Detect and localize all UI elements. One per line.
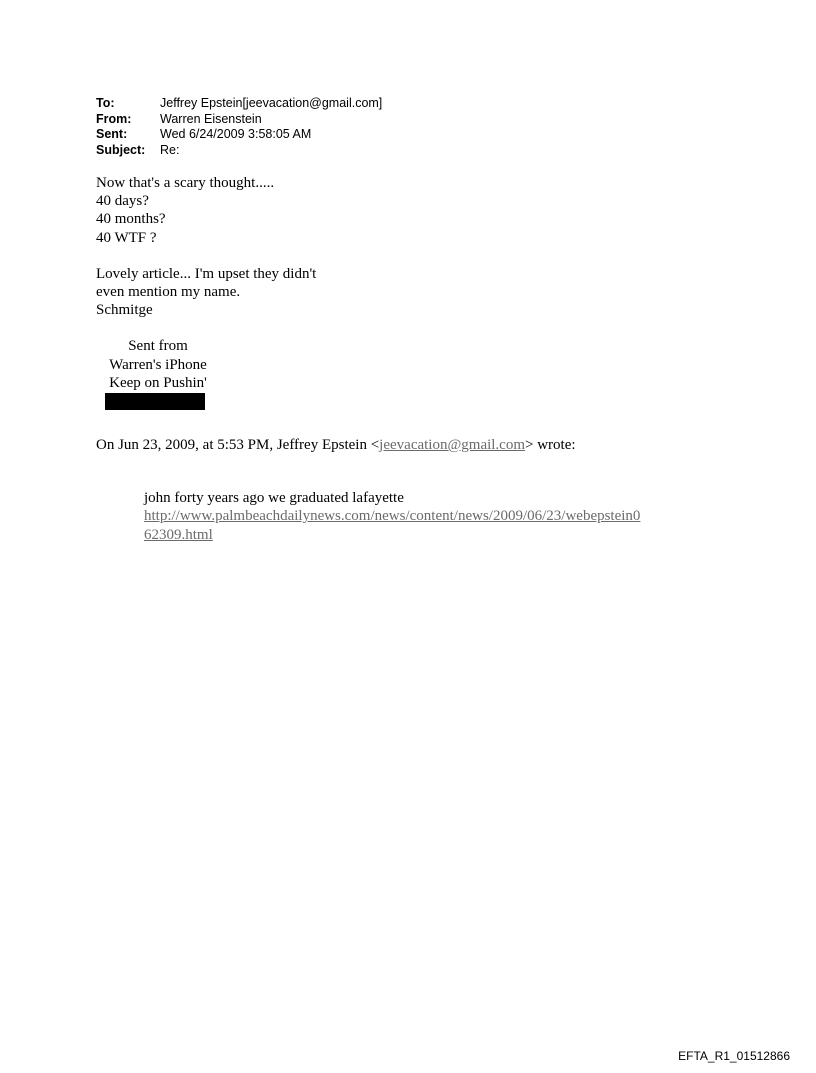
sent-row: [96, 127, 382, 143]
message-line: 40 days?: [96, 193, 149, 210]
subject-label: Subject:: [96, 142, 146, 157]
message-paragraph-2: [96, 265, 640, 320]
message-line: even mention my name.: [96, 284, 241, 301]
sent-label: Sent:: [96, 127, 128, 141]
quoted-text: john forty years ago we graduated lafayette: [144, 490, 404, 507]
to-value: Jeffrey Epstein[jeevacation@gmail.com]: [160, 96, 383, 110]
message-line: 40 WTF ?: [96, 229, 157, 246]
redaction-box: [105, 393, 205, 410]
signature-line: Keep on Pushin': [109, 374, 207, 391]
message-line: 40 months?: [96, 211, 166, 228]
from-value: Warren Eisenstein: [160, 111, 262, 126]
from-row: [96, 112, 382, 128]
article-link[interactable]: http://www.palmbeachdailynews.com/news/content/news/2009/06/23/webepstein0: [144, 508, 641, 525]
quoted-message: [144, 489, 640, 544]
subject-row: [96, 143, 382, 159]
to-row: [96, 96, 382, 112]
quote-intro: [96, 436, 640, 454]
document-id: EFTA_R1_01512866: [678, 1049, 790, 1063]
quote-intro-suffix: > wrote:: [525, 437, 576, 454]
message-line: Lovely article... I'm upset they didn't: [96, 265, 317, 282]
subject-value: Re:: [160, 142, 180, 157]
to-label: To:: [96, 96, 115, 110]
message-line: Now that's a scary thought.....: [96, 175, 275, 191]
quote-intro-prefix: On Jun 23, 2009, at 5:53 PM, Jeffrey Epstein <: [96, 437, 380, 454]
sent-value: Wed 6/24/2009 3:58:05 AM: [160, 127, 312, 141]
email-body: [96, 174, 640, 544]
signature-line: Sent from: [128, 338, 188, 355]
message-line: Schmitge: [96, 302, 153, 319]
from-label: From:: [96, 111, 132, 126]
sender-email-link[interactable]: jeevacation@gmail.com: [379, 437, 526, 454]
signature-line: Warren's iPhone: [109, 356, 207, 373]
signature: [96, 337, 220, 392]
article-link-continued[interactable]: 62309.html: [144, 526, 213, 543]
message-paragraph-1: [96, 174, 640, 247]
email-header: [96, 96, 382, 158]
